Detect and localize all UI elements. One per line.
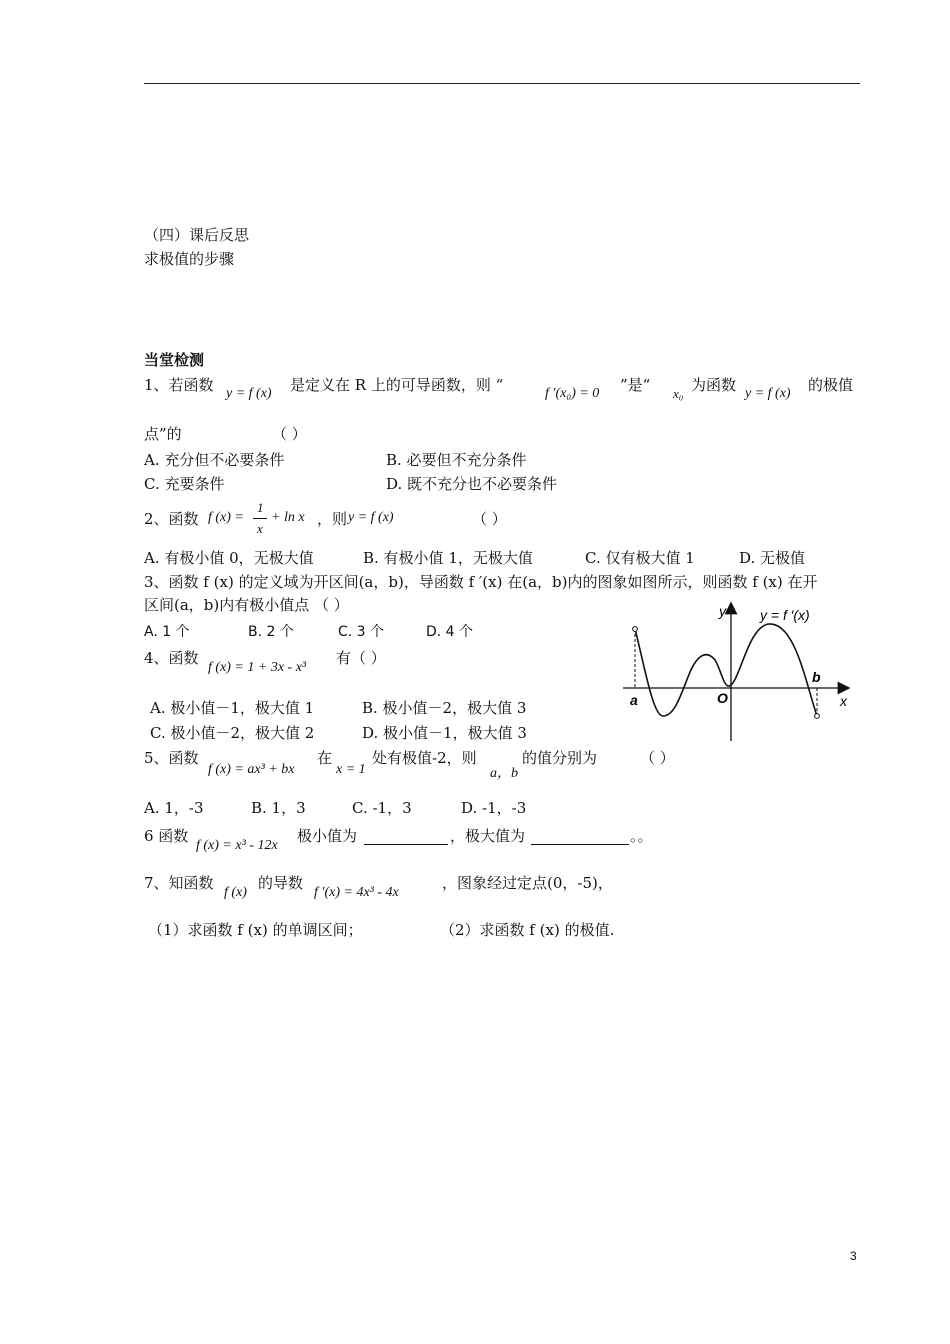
q7-text-1: 7、知函数: [144, 874, 214, 892]
q2-option-b: B. 有极小值 1，无极大值: [363, 549, 533, 567]
q2-frac-bar: [253, 518, 267, 519]
q2-frac-den: x: [257, 521, 263, 536]
q1-text-2: 是定义在 R 上的可导函数，则 “: [290, 376, 504, 394]
q1-text-1: 1、若函数: [144, 376, 214, 394]
q1-text-4: 为函数: [691, 376, 737, 394]
q5-option-c: C. -1，3: [352, 799, 412, 817]
q3-text-2: 区间(a，b)内有极小值点 （ ）: [144, 596, 349, 614]
q6-max-blank[interactable]: [531, 828, 629, 845]
q3-text-1: 3、函数 f (x) 的定义域为开区间(a，b)，导函数 f ′(x) 在(a，b)内的图象如图所示，则函数 f (x) 在开: [144, 573, 818, 591]
q5-answer-paren: （ ）: [640, 749, 675, 767]
q7-subquestion-2: （2）求函数 f (x) 的极值.: [440, 921, 615, 939]
q6-min-blank[interactable]: [364, 828, 448, 845]
q2-answer-paren: （ ）: [472, 510, 507, 528]
q2-math-1b: + ln x: [271, 510, 305, 525]
section-heading: （四）课后反思: [144, 226, 250, 244]
section-prompt: 求极值的步骤: [144, 250, 235, 268]
q5-text-4: 的值分别为: [522, 749, 598, 767]
q1-text-6: 点”的: [144, 425, 182, 443]
q1-option-a: A. 充分但不必要条件: [144, 451, 285, 469]
q4-option-d: D. 极小值－1，极大值 3: [362, 724, 527, 742]
q7-text-3: ，图象经过定点(0，-5)，: [442, 874, 613, 892]
q4-option-a: A. 极小值－1，极大值 1: [150, 699, 315, 717]
q7-text-2: 的导数: [258, 874, 304, 892]
q6-math-1: f (x) = x³ - 12x: [196, 838, 278, 853]
q1-text-5: 的极值: [808, 376, 854, 394]
q1-math-4: y = f (x): [745, 386, 791, 401]
q2-option-a: A. 有极小值 0，无极大值: [144, 549, 314, 567]
q7-subquestion-1: （1）求函数 f (x) 的单调区间；: [148, 921, 363, 939]
q7-math-1: f (x): [224, 885, 247, 900]
q6-text-3: ，极大值为: [450, 827, 526, 845]
q4-math-1: f (x) = 1 + 3x - x³: [208, 660, 307, 675]
q1-math-2: f ′(x₀) = 0: [545, 386, 600, 401]
check-title: 当堂检测: [144, 351, 205, 369]
page-number: 3: [850, 1249, 857, 1263]
q5-text-1: 5、函数: [144, 749, 199, 767]
q5-text-3: 处有极值-2，则: [372, 749, 477, 767]
q1-option-b: B. 必要但不充分条件: [386, 451, 527, 469]
q3-option-b: B. 2 个: [248, 624, 294, 640]
open-endpoint-a: [633, 627, 638, 632]
q1-text-3: ”是“: [620, 376, 651, 394]
q5-text-2: 在: [317, 749, 333, 767]
q2-frac-num: 1: [257, 500, 264, 515]
q5-option-d: D. -1，-3: [461, 799, 527, 817]
q6-text-4: 。。: [630, 827, 653, 845]
q3-option-d: D. 4 个: [426, 624, 474, 640]
q3-option-a: A. 1 个: [144, 624, 190, 640]
q2-math-1a: f (x) =: [208, 510, 244, 525]
q2-option-c: C. 仅有极大值 1: [585, 549, 695, 567]
q5-math-3: a，b: [490, 766, 518, 781]
q5-option-a: A. 1，-3: [144, 799, 204, 817]
open-endpoint-b: [815, 714, 820, 719]
q3-option-c: C. 3 个: [338, 624, 385, 640]
q1-option-d: D. 既不充分也不必要条件: [386, 475, 558, 493]
q4-text-2: 有（ ）: [336, 649, 386, 667]
derivative-graph-figure: [615, 598, 860, 743]
q2-text-1: 2、函数: [144, 510, 199, 528]
graph-label-a: a: [630, 692, 638, 708]
q4-option-b: B. 极小值－2，极大值 3: [362, 699, 527, 717]
q2-math-2: y = f (x): [348, 510, 394, 525]
graph-label-function: y = f ′(x): [760, 607, 810, 623]
q4-text-1: 4、函数: [144, 649, 199, 667]
q2-text-2: ，则: [317, 510, 348, 528]
q6-text-2: 极小值为: [297, 827, 358, 845]
graph-label-b: b: [812, 669, 821, 685]
q6-text-1: 6 函数: [144, 827, 189, 845]
graph-label-origin: O: [717, 690, 728, 706]
q2-option-d: D. 无极值: [739, 549, 806, 567]
q1-answer-paren: （ ）: [272, 425, 307, 443]
q5-math-2: x = 1: [336, 762, 366, 777]
header-rule: [144, 83, 860, 84]
q1-math-3: x₀: [673, 386, 684, 401]
q5-option-b: B. 1，3: [251, 799, 306, 817]
q7-math-2: f ′(x) = 4x³ - 4x: [314, 885, 399, 900]
graph-label-x: x: [840, 693, 847, 709]
q5-math-1: f (x) = ax³ + bx: [208, 762, 295, 777]
graph-label-y: y: [719, 603, 726, 619]
q1-math-1: y = f (x): [226, 386, 272, 401]
q4-option-c: C. 极小值－2，极大值 2: [150, 724, 315, 742]
q1-option-c: C. 充要条件: [144, 475, 225, 493]
